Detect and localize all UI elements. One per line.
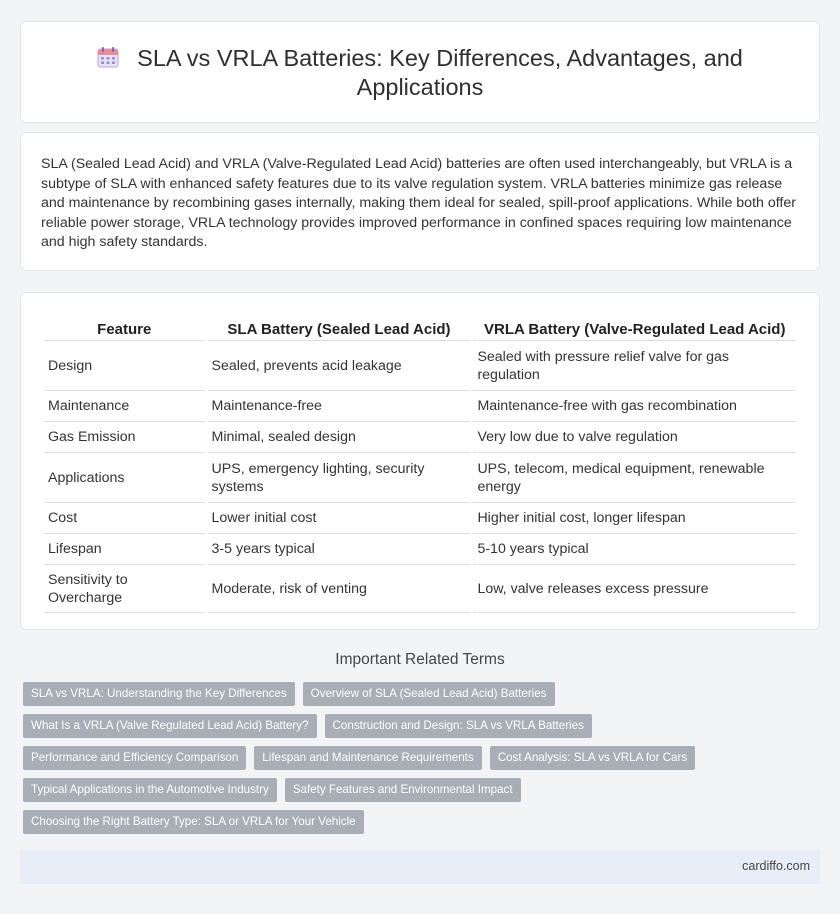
table-row [44, 391, 796, 422]
cell-vrla: Very low due to valve regulation [473, 422, 796, 453]
cell-sla: Sealed, prevents acid leakage [208, 341, 471, 391]
table-header-row [44, 315, 796, 341]
footer-site-link[interactable]: cardiffo.com [742, 859, 810, 873]
cell-vrla: UPS, telecom, medical equipment, renewable energy [473, 453, 796, 503]
related-term-tag[interactable]: SLA vs VRLA: Understanding the Key Differences [23, 682, 295, 706]
calendar-icon [97, 46, 119, 68]
related-term-tag[interactable]: Choosing the Right Battery Type: SLA or VRLA for Your Vehicle [23, 810, 364, 834]
cell-feature: Applications [44, 453, 205, 503]
cell-feature: Gas Emission [44, 422, 205, 453]
cell-vrla: Low, valve releases excess pressure [473, 565, 796, 613]
related-term-tag[interactable]: Construction and Design: SLA vs VRLA Batteries [325, 714, 592, 738]
title-line-1: SLA vs VRLA Batteries: Key Differences, Advantages, and [137, 45, 743, 71]
comparison-table-card [20, 292, 820, 630]
related-term-tag[interactable]: Lifespan and Maintenance Requirements [254, 746, 481, 770]
cell-sla: Minimal, sealed design [208, 422, 471, 453]
comparison-table [41, 315, 799, 613]
cell-feature: Design [44, 341, 205, 391]
header-vrla: VRLA Battery (Valve-Regulated Lead Acid) [473, 315, 796, 341]
related-term-tag[interactable]: Overview of SLA (Sealed Lead Acid) Batteries [303, 682, 555, 706]
cell-sla: UPS, emergency lighting, security systems [208, 453, 471, 503]
footer [20, 850, 820, 884]
table-row [44, 341, 796, 391]
cell-sla: Maintenance-free [208, 391, 471, 422]
cell-vrla: Higher initial cost, longer lifespan [473, 503, 796, 534]
related-term-tag[interactable]: What Is a VRLA (Valve Regulated Lead Acid) Battery? [23, 714, 317, 738]
related-terms-list [23, 682, 803, 842]
cell-feature: Maintenance [44, 391, 205, 422]
cell-feature: Cost [44, 503, 205, 534]
related-term-tag[interactable]: Cost Analysis: SLA vs VRLA for Cars [490, 746, 695, 770]
related-term-tag[interactable]: Safety Features and Environmental Impact [285, 778, 521, 802]
cell-sla: Lower initial cost [208, 503, 471, 534]
cell-vrla: 5-10 years typical [473, 534, 796, 565]
table-row [44, 534, 796, 565]
cell-vrla: Sealed with pressure relief valve for gas regulation [473, 341, 796, 391]
intro-card [20, 132, 820, 271]
related-term-tag[interactable]: Typical Applications in the Automotive Industry [23, 778, 277, 802]
table-row [44, 503, 796, 534]
header-feature: Feature [44, 315, 205, 341]
related-term-tag[interactable]: Performance and Efficiency Comparison [23, 746, 246, 770]
title-card [20, 21, 820, 123]
table-row [44, 422, 796, 453]
table-row [44, 565, 796, 613]
page-title [21, 44, 819, 102]
cell-vrla: Maintenance-free with gas recombination [473, 391, 796, 422]
related-terms-title: Important Related Terms [335, 651, 505, 668]
cell-sla: 3-5 years typical [208, 534, 471, 565]
cell-feature: Sensitivity to Overcharge [44, 565, 205, 613]
intro-paragraph: SLA (Sealed Lead Acid) and VRLA (Valve-Regulated Lead Acid) batteries are often used interchangeably, but VRLA is a subtype of SLA with enhanced safety features due to its valve regulation system. VRLA batteries minimize gas release and maintenance by recombining gases internally, making them ideal for sealed, spill-proof applications. While both offer reliable power storage, VRLA technology provides improved performance in confined spaces requiring low maintenance and high safety standards. [41, 156, 796, 251]
cell-feature: Lifespan [44, 534, 205, 565]
cell-sla: Moderate, risk of venting [208, 565, 471, 613]
title-line-2: Applications [356, 74, 484, 100]
table-row [44, 453, 796, 503]
header-sla: SLA Battery (Sealed Lead Acid) [208, 315, 471, 341]
